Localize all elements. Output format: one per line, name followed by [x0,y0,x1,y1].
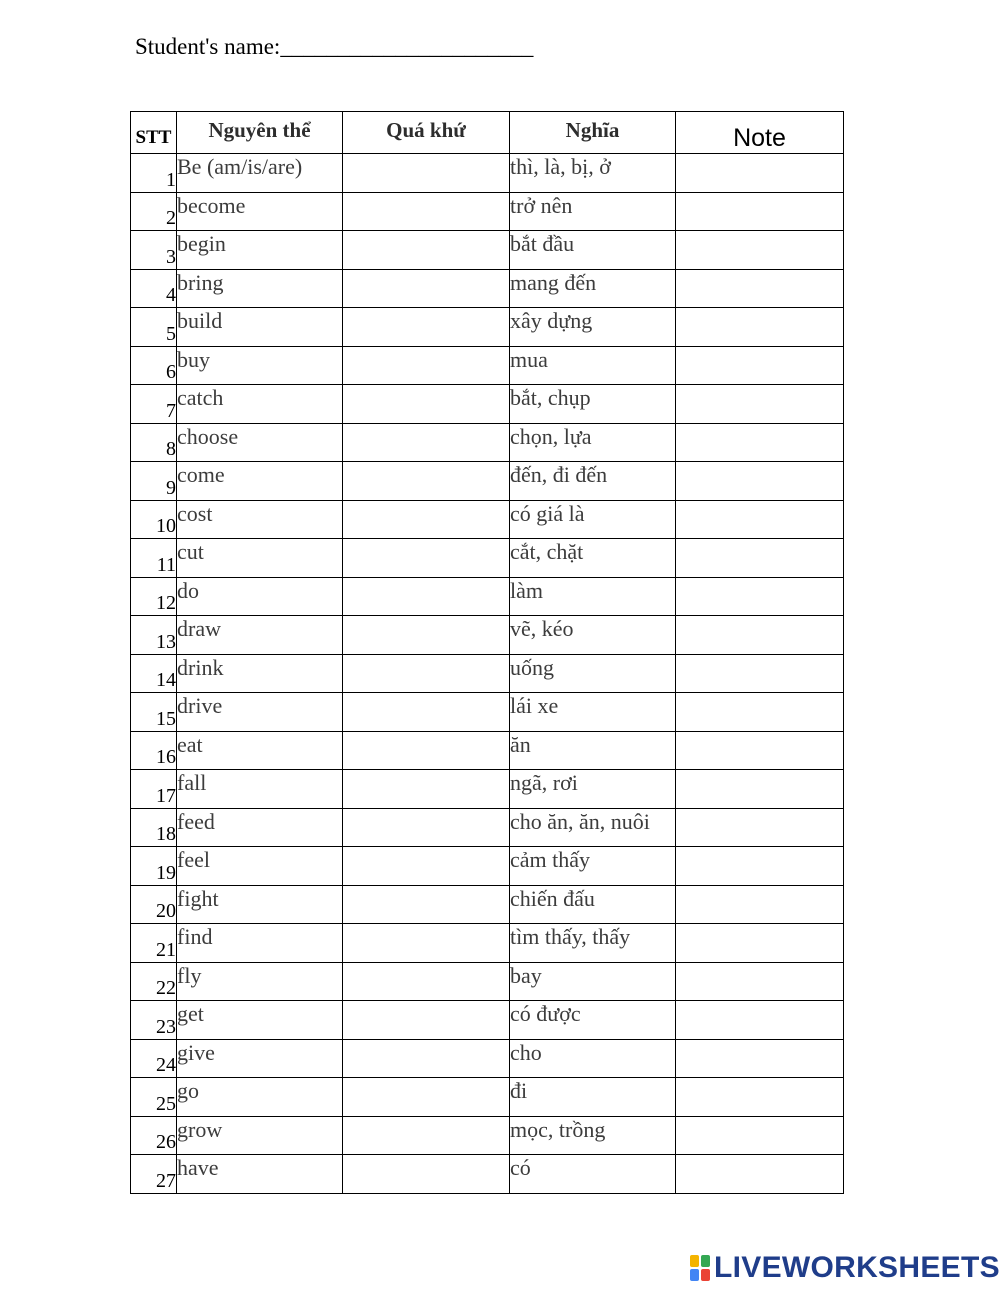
infinitive-cell: fight [177,885,343,924]
past-tense-cell[interactable] [343,231,510,270]
note-cell[interactable] [676,962,844,1001]
past-tense-cell[interactable] [343,308,510,347]
meaning-cell: mua [510,346,676,385]
past-tense-cell[interactable] [343,616,510,655]
table-row [131,423,844,462]
row-number: 20 [131,885,177,924]
infinitive-cell: begin [177,231,343,270]
meaning-cell: uống [510,654,676,693]
meaning-cell: ăn [510,731,676,770]
infinitive-cell: draw [177,616,343,655]
table-row [131,1155,844,1194]
past-tense-cell[interactable] [343,154,510,193]
note-cell[interactable] [676,731,844,770]
row-number: 8 [131,423,177,462]
past-tense-cell[interactable] [343,539,510,578]
past-tense-cell[interactable] [343,924,510,963]
table-row [131,1078,844,1117]
liveworksheets-logo-icon [690,1255,710,1281]
infinitive-cell: choose [177,423,343,462]
row-number: 18 [131,808,177,847]
note-cell[interactable] [676,577,844,616]
note-cell[interactable] [676,885,844,924]
table-row [131,231,844,270]
liveworksheets-wordmark: LIVEWORKSHEETS [714,1251,1000,1284]
past-tense-cell[interactable] [343,1039,510,1078]
note-cell[interactable] [676,462,844,501]
note-cell[interactable] [676,385,844,424]
row-number: 5 [131,308,177,347]
past-tense-cell[interactable] [343,192,510,231]
irregular-verbs-table [130,111,844,1194]
table-row [131,808,844,847]
logo-tile [701,1255,710,1267]
row-number: 1 [131,154,177,193]
table-row [131,847,844,886]
infinitive-cell: go [177,1078,343,1117]
note-cell[interactable] [676,192,844,231]
row-number: 12 [131,577,177,616]
note-cell[interactable] [676,1116,844,1155]
note-cell[interactable] [676,154,844,193]
note-cell[interactable] [676,847,844,886]
note-cell[interactable] [676,346,844,385]
meaning-cell: mọc, trồng [510,1116,676,1155]
infinitive-cell: fly [177,962,343,1001]
past-tense-cell[interactable] [343,500,510,539]
table-body [131,154,844,1194]
table-row [131,1001,844,1040]
past-tense-cell[interactable] [343,808,510,847]
meaning-cell: có [510,1155,676,1194]
logo-tile [690,1269,699,1281]
note-cell[interactable] [676,1078,844,1117]
meaning-cell: cho [510,1039,676,1078]
note-cell[interactable] [676,269,844,308]
column-header-infinitive: Nguyên thể [177,112,343,154]
meaning-cell: vẽ, kéo [510,616,676,655]
row-number: 2 [131,192,177,231]
table-row [131,500,844,539]
infinitive-cell: give [177,1039,343,1078]
meaning-cell: bắt đầu [510,231,676,270]
row-number: 22 [131,962,177,1001]
note-cell[interactable] [676,539,844,578]
table-row [131,385,844,424]
note-cell[interactable] [676,808,844,847]
past-tense-cell[interactable] [343,962,510,1001]
infinitive-cell: have [177,1155,343,1194]
infinitive-cell: feed [177,808,343,847]
meaning-cell: xây dựng [510,308,676,347]
infinitive-cell: become [177,192,343,231]
note-cell[interactable] [676,308,844,347]
infinitive-cell: Be (am/is/are) [177,154,343,193]
row-number: 27 [131,1155,177,1194]
infinitive-cell: build [177,308,343,347]
past-tense-cell[interactable] [343,693,510,732]
row-number: 13 [131,616,177,655]
past-tense-cell[interactable] [343,577,510,616]
table-row [131,192,844,231]
past-tense-cell[interactable] [343,654,510,693]
table-row [131,154,844,193]
past-tense-cell[interactable] [343,770,510,809]
row-number: 3 [131,231,177,270]
table-row [131,616,844,655]
note-cell[interactable] [676,1155,844,1194]
past-tense-cell[interactable] [343,346,510,385]
row-number: 10 [131,500,177,539]
table-row [131,962,844,1001]
infinitive-cell: eat [177,731,343,770]
note-cell[interactable] [676,693,844,732]
meaning-cell: chiến đấu [510,885,676,924]
row-number: 14 [131,654,177,693]
infinitive-cell: feel [177,847,343,886]
row-number: 11 [131,539,177,578]
past-tense-cell[interactable] [343,847,510,886]
meaning-cell: bay [510,962,676,1001]
infinitive-cell: cost [177,500,343,539]
row-number: 7 [131,385,177,424]
past-tense-cell[interactable] [343,1001,510,1040]
table-row [131,462,844,501]
table-header-row [131,112,844,154]
note-cell[interactable] [676,500,844,539]
row-number: 24 [131,1039,177,1078]
infinitive-cell: find [177,924,343,963]
meaning-cell: cắt, chặt [510,539,676,578]
row-number: 25 [131,1078,177,1117]
past-tense-cell[interactable] [343,423,510,462]
past-tense-cell[interactable] [343,731,510,770]
note-cell[interactable] [676,770,844,809]
table-row [131,731,844,770]
past-tense-cell[interactable] [343,269,510,308]
row-number: 15 [131,693,177,732]
meaning-cell: cho ăn, ăn, nuôi [510,808,676,847]
table-row [131,1039,844,1078]
table-row [131,693,844,732]
note-cell[interactable] [676,1039,844,1078]
table-row [131,269,844,308]
meaning-cell: mang đến [510,269,676,308]
note-cell[interactable] [676,423,844,462]
note-cell[interactable] [676,231,844,270]
meaning-cell: đi [510,1078,676,1117]
infinitive-cell: come [177,462,343,501]
meaning-cell: thì, là, bị, ở [510,154,676,193]
meaning-cell: bắt, chụp [510,385,676,424]
meaning-cell: trở nên [510,192,676,231]
row-number: 26 [131,1116,177,1155]
column-header-past: Quá khứ [343,112,510,154]
meaning-cell: có được [510,1001,676,1040]
logo-tile [701,1269,710,1281]
infinitive-cell: bring [177,269,343,308]
column-header-note: Note [676,112,844,154]
row-number: 9 [131,462,177,501]
infinitive-cell: do [177,577,343,616]
column-header-stt: STT [131,112,177,154]
meaning-cell: có giá là [510,500,676,539]
table-row [131,539,844,578]
meaning-cell: ngã, rơi [510,770,676,809]
student-name-line: Student's name:______________________ [135,34,534,59]
infinitive-cell: drive [177,693,343,732]
meaning-cell: lái xe [510,693,676,732]
row-number: 4 [131,269,177,308]
meaning-cell: đến, đi đến [510,462,676,501]
row-number: 19 [131,847,177,886]
table-row [131,654,844,693]
meaning-cell: chọn, lựa [510,423,676,462]
infinitive-cell: buy [177,346,343,385]
past-tense-cell[interactable] [343,462,510,501]
table-row [131,346,844,385]
table-row [131,924,844,963]
infinitive-cell: cut [177,539,343,578]
liveworksheets-brand [690,1251,1000,1285]
past-tense-cell[interactable] [343,1078,510,1117]
infinitive-cell: get [177,1001,343,1040]
row-number: 6 [131,346,177,385]
row-number: 17 [131,770,177,809]
note-cell[interactable] [676,924,844,963]
table-row [131,885,844,924]
table-row [131,308,844,347]
past-tense-cell[interactable] [343,1116,510,1155]
meaning-cell: làm [510,577,676,616]
table-row [131,1116,844,1155]
note-cell[interactable] [676,616,844,655]
column-header-meaning: Nghĩa [510,112,676,154]
table-row [131,577,844,616]
infinitive-cell: drink [177,654,343,693]
meaning-cell: tìm thấy, thấy [510,924,676,963]
past-tense-cell[interactable] [343,1155,510,1194]
note-cell[interactable] [676,654,844,693]
past-tense-cell[interactable] [343,885,510,924]
logo-tile [690,1255,699,1267]
row-number: 23 [131,1001,177,1040]
infinitive-cell: catch [177,385,343,424]
note-cell[interactable] [676,1001,844,1040]
row-number: 21 [131,924,177,963]
infinitive-cell: fall [177,770,343,809]
table-row [131,770,844,809]
past-tense-cell[interactable] [343,385,510,424]
infinitive-cell: grow [177,1116,343,1155]
row-number: 16 [131,731,177,770]
meaning-cell: cảm thấy [510,847,676,886]
